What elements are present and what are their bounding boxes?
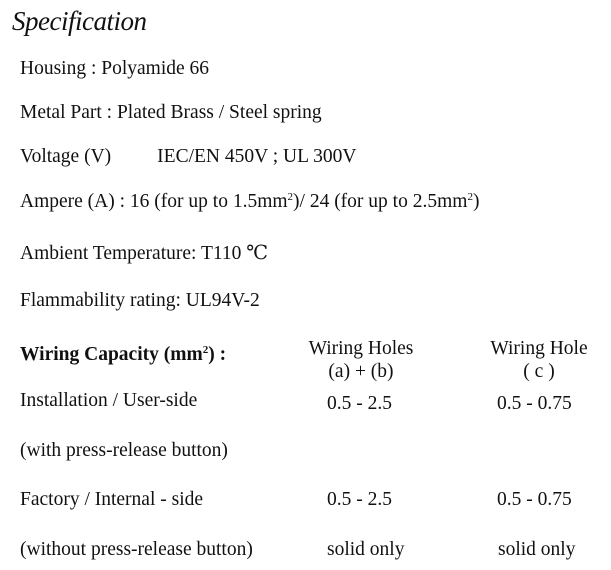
col-header-wiring-hole xyxy=(474,337,604,383)
row-label-installation: Installation / User-side xyxy=(20,390,198,411)
wiring-capacity-sup: 2 xyxy=(202,344,209,356)
voltage-value: IEC/EN 450V ; UL 300V xyxy=(157,146,357,167)
col-header-wiring-holes xyxy=(296,337,426,383)
housing-line: Housing : Polyamide 66 xyxy=(20,58,210,79)
ampere-sup-2: 2 xyxy=(467,191,473,203)
col-header-wiring-holes-line1: Wiring Holes xyxy=(308,338,414,359)
row-factory-holes: 0.5 - 2.5 xyxy=(327,489,392,510)
ambient-line: Ambient Temperature: T110 ℃ xyxy=(20,243,269,264)
col-header-wiring-hole-line1: Wiring Hole xyxy=(490,338,588,359)
wiring-capacity-label xyxy=(20,344,226,366)
row-without-button-hole: solid only xyxy=(498,539,576,560)
wiring-capacity-text-b: ) : xyxy=(208,344,227,365)
row-without-button-holes: solid only xyxy=(327,539,405,560)
spec-title: Specification xyxy=(12,6,147,36)
flammability-line: Flammability rating: UL94V-2 xyxy=(20,290,260,311)
row-installation-holes: 0.5 - 2.5 xyxy=(327,393,392,414)
wiring-capacity-text-a: Wiring Capacity (mm xyxy=(20,344,203,365)
col-header-wiring-holes-line2: (a) + (b) xyxy=(328,361,394,382)
row-label-without-button: (without press-release button) xyxy=(20,539,253,560)
metal-part-line: Metal Part : Plated Brass / Steel spring xyxy=(20,102,322,123)
ampere-text-a: Ampere (A) : 16 (for up to 1.5mm xyxy=(20,191,288,212)
row-factory-hole: 0.5 - 0.75 xyxy=(497,489,572,510)
row-installation-hole: 0.5 - 0.75 xyxy=(497,393,572,414)
voltage-label: Voltage (V) xyxy=(20,146,112,167)
voltage-line xyxy=(20,146,357,168)
ampere-text-b: )/ 24 (for up to 2.5mm xyxy=(293,191,468,212)
ampere-sup-1: 2 xyxy=(287,191,294,203)
row-label-with-button: (with press-release button) xyxy=(20,440,228,461)
ampere-line xyxy=(20,191,479,213)
ampere-text-c: ) xyxy=(472,191,480,212)
col-header-wiring-hole-line2: ( c ) xyxy=(523,361,555,382)
row-label-factory: Factory / Internal - side xyxy=(20,489,204,510)
